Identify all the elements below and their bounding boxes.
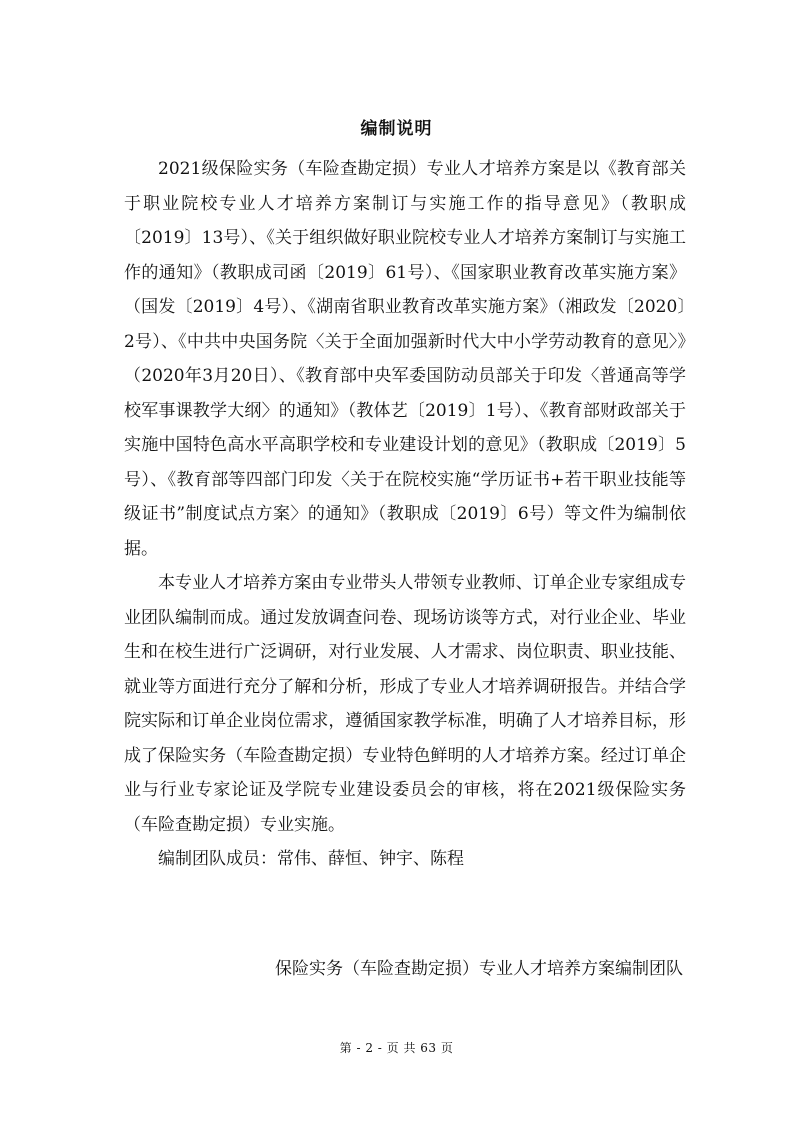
page-footer: 第 - 2 - 页 共 63 页	[339, 1041, 454, 1055]
paragraph-basis: 2021级保险实务（车险查勘定损）专业人才培养方案是以《教育部关于职业院校专业人才培养方案制订与实施工作的指导意见》（教职成〔2019〕13号）、《关于组织做好职业院校专业人才培养方案制订与实施工作的通知》（教职成司函〔2019〕61号）、《国家职业教育改革实施方案》（国发〔2019〕4号）、《湖南省职业教育改革实施方案》（湘政发〔2020〕2号）、《中共中央国务院〈关于全面加强新时代大中小学劳动教育的意见〉》（2020年3月20日）、《教育部中央军委国防动员部关于印发〈普通高等学校军事课教学大纲〉的通知》（教体艺〔2019〕1号）、《教育部财政部关于实施中国特色高水平高职学校和专业建设计划的意见》（教职成〔2019〕5号）、《教育部等四部门印发〈关于在院校实施“学历证书+若干职业技能等级证书”制度试点方案〉的通知》（教职成〔2019〕6号）等文件为编制依据。	[124, 159, 686, 559]
paragraph-team-members: 编制团队成员：常伟、薛恒、钟宇、陈程	[158, 849, 464, 869]
page-title: 编制说明	[360, 119, 433, 139]
paragraph-process: 本专业人才培养方案由专业带头人带领专业教师、订单企业专家组成专业团队编制而成。通过发放调查问卷、现场访谈等方式，对行业企业、毕业生和在校生进行广泛调研，对行业发展、人才需求、岗位职责、职业技能、就业等方面进行充分了解和分析，形成了专业人才培养调研报告。并结合学院实际和订单企业岗位需求，遵循国家教学标准，明确了人才培养目标，形成了保险实务（车险查勘定损）专业特色鲜明的人才培养方案。经过订单企业与行业专家论证及学院专业建设委员会的审核，将在2021级保险实务（车险查勘定损）专业实施。	[124, 573, 686, 835]
body-text	[124, 152, 686, 877]
signature: 保险实务（车险查勘定损）专业人才培养方案编制团队	[275, 959, 683, 979]
